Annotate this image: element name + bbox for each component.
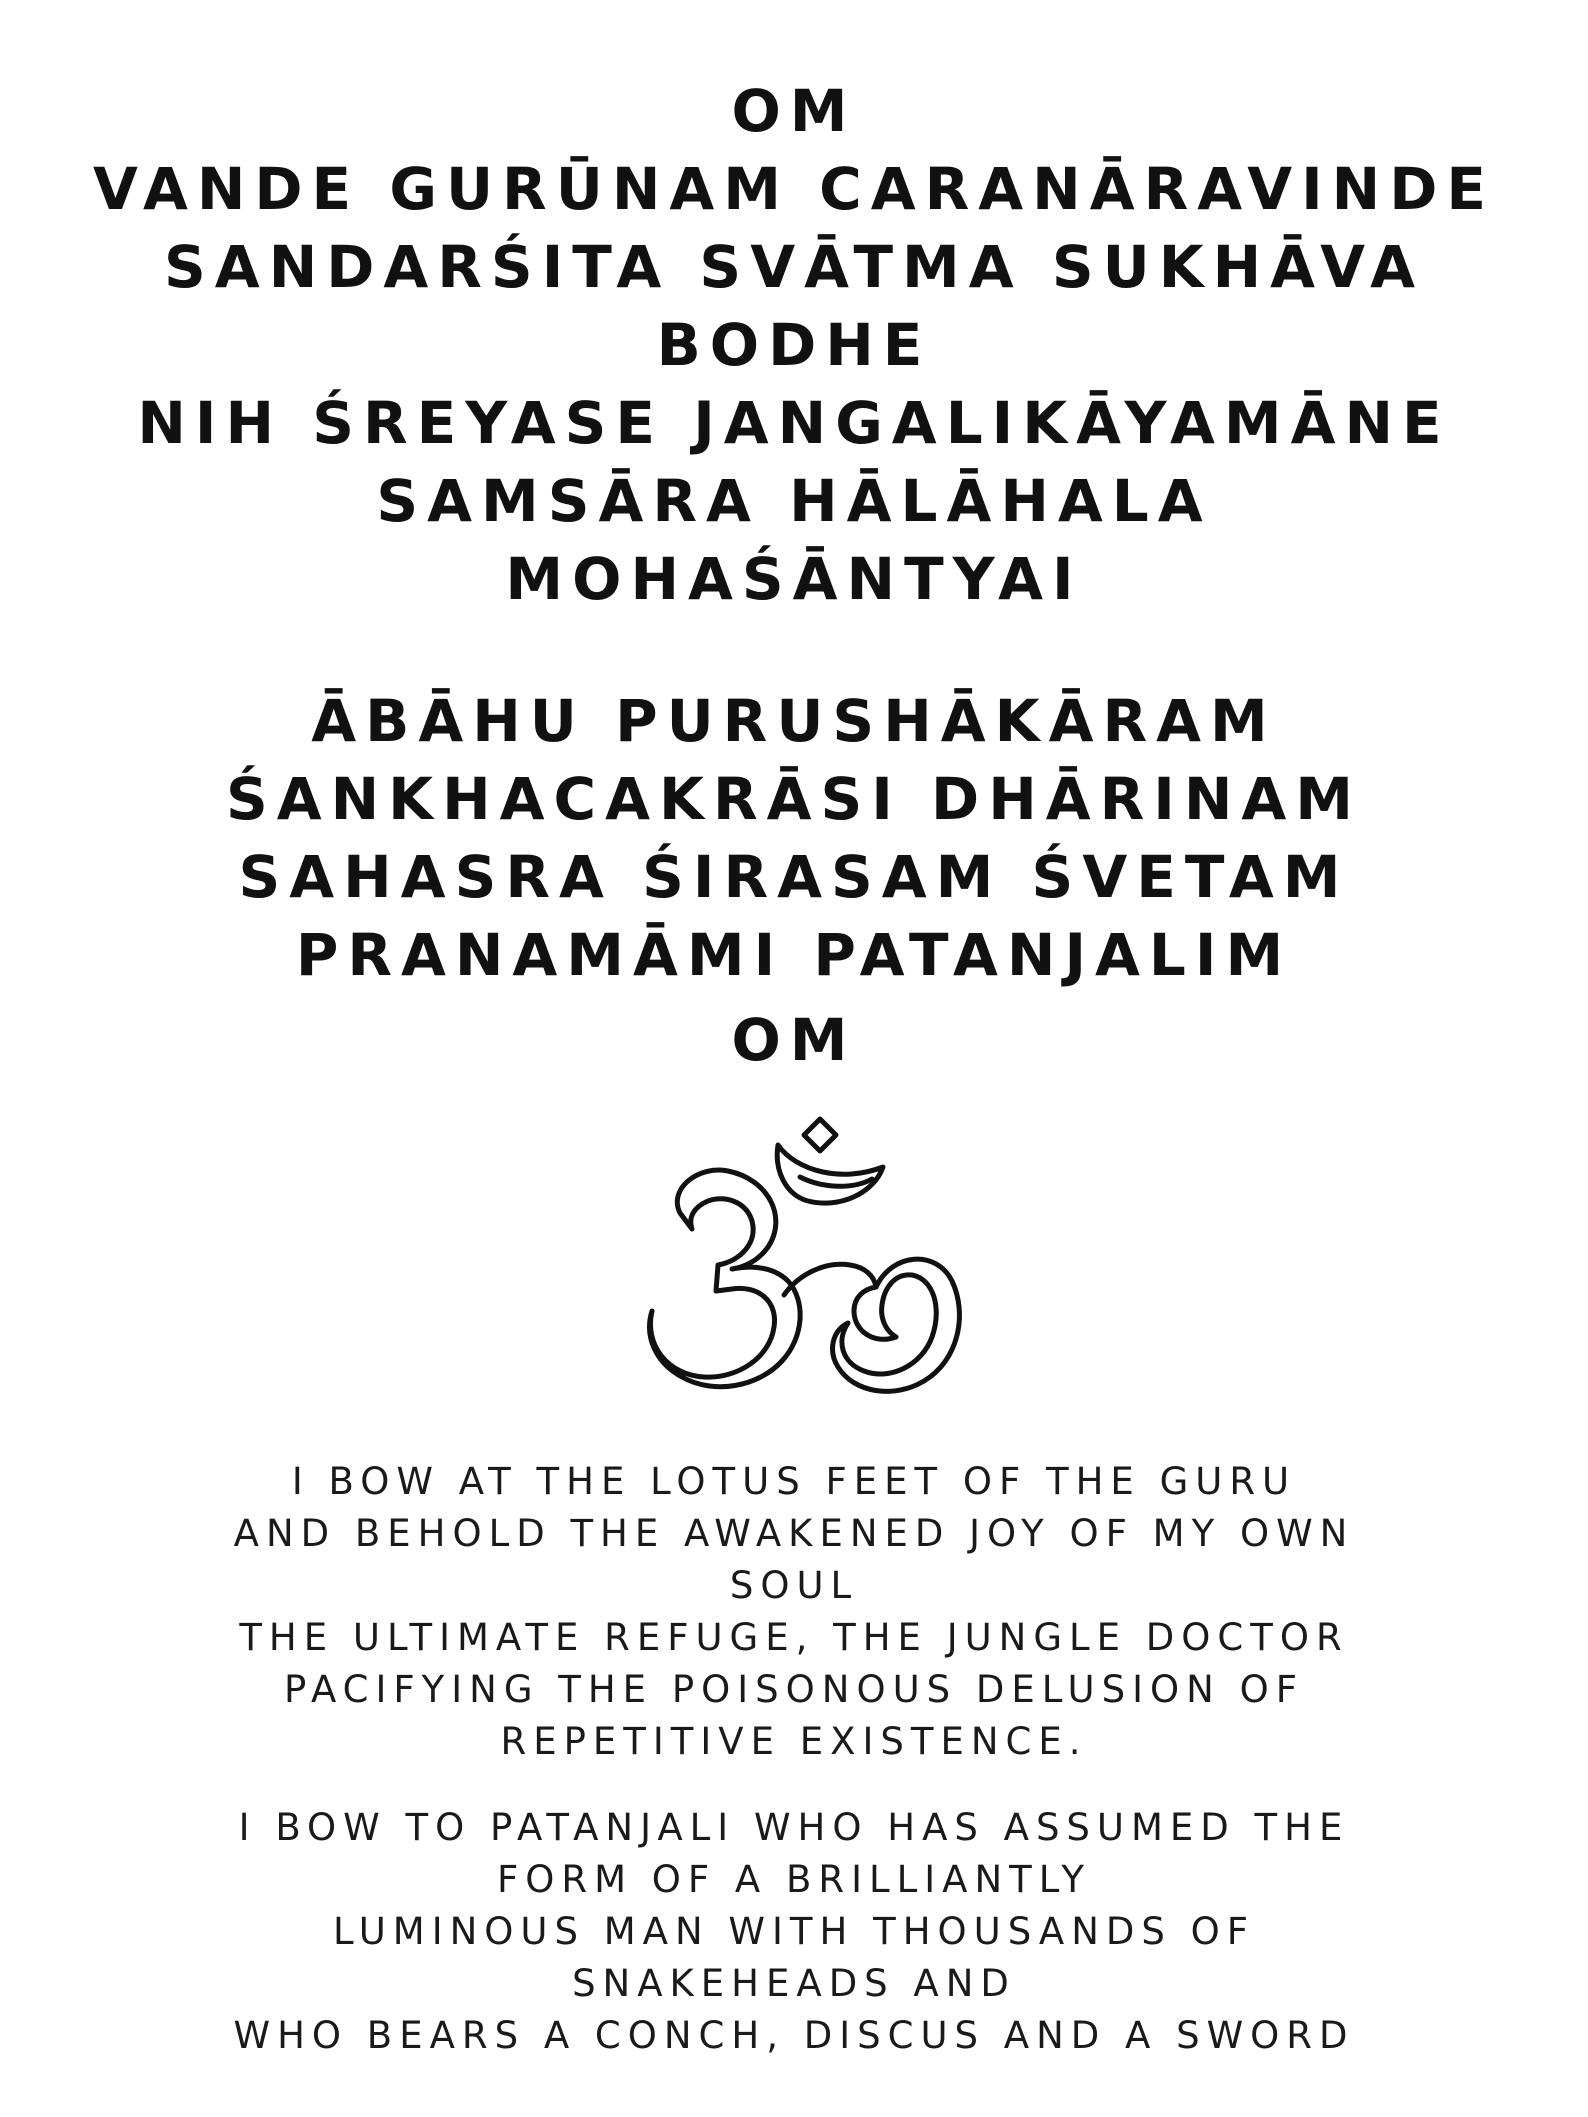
verse-2-line: SAHASRA ŚIRASAM ŚVETAM	[238, 843, 1350, 911]
om-bindu	[804, 1119, 836, 1151]
translation-2-line: FORM OF A BRILLIANTLY	[496, 1858, 1092, 1901]
verse-1-line: NIH ŚREYASE JANGALIKĀYAMĀNE	[137, 389, 1451, 457]
verse-1-line: VANDE GURŪNAM CARANĀRAVINDE	[93, 155, 1495, 223]
verse-1-line: MOHAŚĀNTYAI	[505, 545, 1083, 613]
translation-2-line: I BOW TO PATANJALI WHO HAS ASSUMED THE	[238, 1806, 1350, 1849]
translation-1-line: THE ULTIMATE REFUGE, THE JUNGLE DOCTOR	[239, 1616, 1349, 1659]
translation-1-line: I BOW AT THE LOTUS FEET OF THE GURU	[291, 1460, 1297, 1503]
om-icon	[628, 1105, 968, 1405]
verse-1-line: OM	[731, 77, 857, 145]
translation-paragraph-2	[0, 1802, 1588, 2062]
translation-1-line: PACIFYING THE POISONOUS DELUSION OF	[284, 1668, 1304, 1711]
translation-1-line: AND BEHOLD THE AWAKENED JOY OF MY OWN	[233, 1512, 1355, 1555]
verse-1-line: BODHE	[656, 311, 932, 379]
sanskrit-verse-1	[0, 72, 1588, 618]
translation-2-line: LUMINOUS MAN WITH THOUSANDS OF	[332, 1910, 1256, 1953]
closing-om-text: OM	[731, 1006, 857, 1074]
verse-1-line: SANDARŚITA SVĀTMA SUKHĀVA	[164, 233, 1424, 301]
om-crescent	[777, 1145, 883, 1203]
translation-2-line: WHO BEARS A CONCH, DISCUS AND A SWORD	[233, 2014, 1355, 2057]
om-upper-curve	[650, 1170, 801, 1387]
verse-2-line: PRANAMĀMI PATANJALIM	[295, 921, 1293, 989]
om-right-loop	[833, 1259, 960, 1391]
om-icon-strokes	[650, 1119, 960, 1391]
verse-2-line: ŚANKHACAKRĀSI DHĀRINAM	[225, 765, 1363, 833]
verse-1-line: SAMSĀRA HĀLĀHALA	[376, 467, 1212, 535]
translation-paragraph-1	[0, 1456, 1588, 1768]
verse-2-line: ĀBĀHU PURUSHĀKĀRAM	[311, 687, 1277, 755]
translation-1-line: REPETITIVE EXISTENCE.	[500, 1720, 1088, 1763]
om-crescent-inner	[800, 1177, 872, 1186]
translation-1-line: SOUL	[729, 1564, 859, 1607]
translation-2-line: SNAKEHEADS AND	[572, 1962, 1016, 2005]
closing-om	[0, 1001, 1588, 1079]
sanskrit-verse-2	[0, 682, 1588, 994]
